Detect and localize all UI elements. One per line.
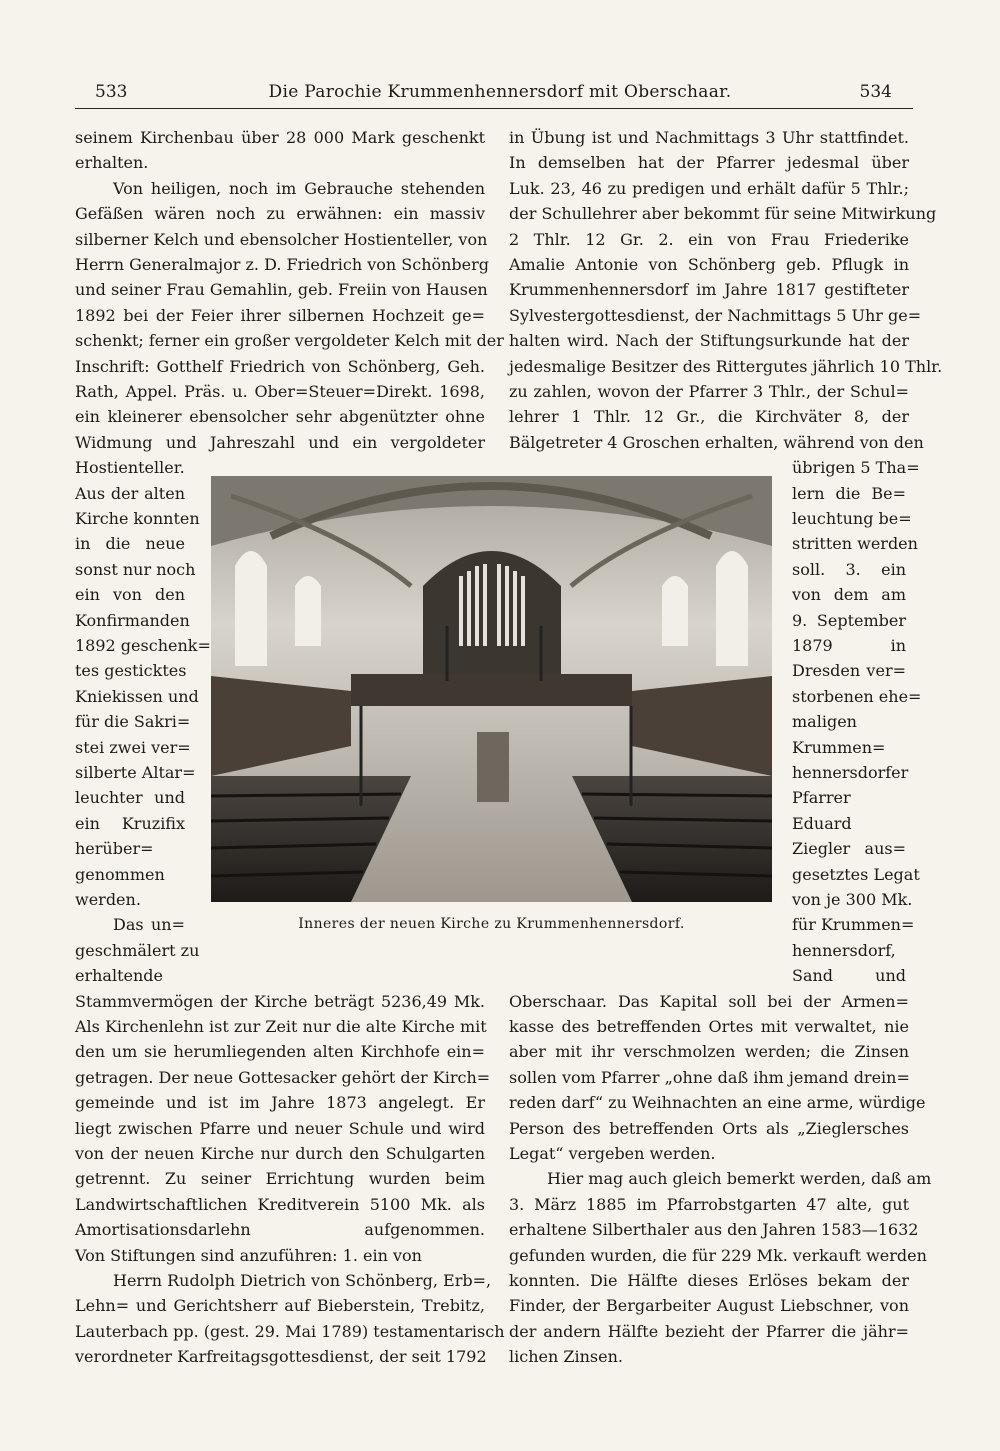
text-line: maligen [792,712,857,732]
text-line: von der neuen Kirche nur durch den Schulgarten [75,1144,485,1163]
text-line: Krummen= [792,737,886,757]
text-line: in Übung ist und Nachmittags 3 Uhr stattfindet. [509,128,909,147]
text-line: Inschrift: Gotthelf Friedrich von Schönberg, Geh. [75,356,485,376]
text-line: stritten werden [792,534,918,554]
text-line: aber mit ihr verschmolzen werden; die Zinsen [509,1042,909,1062]
text-line: jedesmalige Besitzer des Rittergutes jährlich 10 Thlr. [509,356,943,376]
text-line: Finder, der Bergarbeiter August Liebschner, von [509,1296,909,1316]
text-line: von dem am [792,585,906,605]
text-line: erhalten. [75,153,149,173]
text-line: geschmälert zu [75,940,200,960]
page-number-right: 534 [859,82,892,102]
text-line: herüber= [75,839,154,859]
text-line: gefunden wurden, die für 229 Mk. verkauft werden [509,1245,927,1265]
text-line: übrigen 5 Tha= [792,458,920,478]
text-line: erhaltende [75,966,163,986]
text-line: 3. März 1885 im Pfarrobstgarten 47 alte, gut [509,1194,909,1214]
text-line: Als Kirchenlehn ist zur Zeit nur die alte Kirche mit [75,1017,487,1036]
church-interior-photo [211,476,772,902]
text-line: tes gesticktes [75,661,187,681]
text-line: ein kleinerer ebensolcher sehr abgenützter ohne [75,407,485,427]
text-line: in die neue [75,534,185,554]
text-line: Amortisationsdarlehn aufgenommen. [75,1220,485,1240]
text-line: Das un= [113,915,185,935]
text-line: stei zwei ver= [75,737,191,757]
text-line: leuchtung be= [792,509,912,528]
text-line: Herrn Rudolph Dietrich von Schönberg, Erb=, [113,1271,492,1290]
running-head: Die Parochie Krummenhennersdorf mit Oberschaar. [268,82,732,102]
text-line: für Krummen= [792,915,915,935]
text-line: werden. [75,890,141,909]
text-line: Luk. 23, 46 zu predigen und erhält dafür 5 Thlr.; [509,178,909,198]
text-line: getrennt. Zu seiner Errichtung wurden beim [75,1169,485,1189]
text-line: Krummenhennersdorf im Jahre 1817 gestifteter [509,280,909,300]
text-line: seinem Kirchenbau über 28 000 Mark geschenkt [75,128,485,147]
text-line: Eduard [792,813,852,833]
figure-caption: Inneres der neuen Kirche zu Krummenhennersdorf. [298,916,685,932]
text-line: 9. September [792,610,906,630]
text-line: liegt zwischen Pfarre und neuer Schule und wird [75,1118,485,1138]
text-line: In demselben hat der Pfarrer jedesmal über [509,153,909,173]
text-line: für die Sakri= [75,712,191,732]
text-line: 1879 in [792,636,906,655]
text-line: der andern Hälfte bezieht der Pfarrer die jähr= [509,1321,909,1341]
text-line: lichen Zinsen. [509,1347,623,1367]
text-line: 1892 geschenk= [75,636,211,655]
text-line: 2 Thlr. 12 Gr. 2. ein von Frau Friederike [509,229,909,249]
text-line: getragen. Der neue Gottesacker gehört der Kirch= [75,1067,491,1087]
text-line: zu zahlen, wovon der Pfarrer 3 Thlr., der Schul= [509,382,909,401]
text-line: Lauterbach pp. (gest. 29. Mai 1789) testamentarisch [75,1321,505,1341]
text-line: Hostienteller. [75,458,185,478]
text-line: Oberschaar. Das Kapital soll bei der Armen= [509,991,909,1011]
text-line: halten wird. Nach der Stiftungsurkunde hat der [509,331,909,351]
text-line: Rath, Appel. Präs. u. Ober=Steuer=Direkt. 1698, [75,382,485,401]
text-line: genommen [75,864,165,884]
text-line: ein von den [75,585,185,605]
text-line: gemeinde und ist im Jahre 1873 angelegt. Er [75,1093,485,1113]
text-line: Stammvermögen der Kirche beträgt 5236,49 Mk. [75,991,485,1011]
text-line: Gefäßen wären noch zu erwähnen: ein massiv [75,204,485,224]
text-line: Ziegler aus= [792,839,906,859]
text-line: Bälgetreter 4 Groschen erhalten, während von den [509,432,924,452]
text-line: lern die Be= [792,483,906,503]
text-line: gesetztes Legat [792,864,920,884]
text-line: 1892 bei der Feier ihrer silbernen Hochzeit ge= [75,305,485,325]
page-number-left: 533 [95,82,128,102]
text-line: storbenen ehe= [792,686,922,706]
text-line: Pfarrer [792,788,851,808]
text-line: Person des betreffenden Orts als „Zieglersches [509,1118,909,1138]
text-line: konnten. Die Hälfte dieses Erlöses bekam der [509,1271,909,1290]
text-line: Aus der alten [75,483,185,503]
text-line: schenkt; ferner ein großer vergoldeter Kelch mit der [75,331,504,351]
text-line: den um sie herumliegenden alten Kirchhofe ein= [75,1042,485,1062]
text-line: Lehn= und Gerichtsherr auf Bieberstein, Trebitz, [75,1296,485,1316]
text-line: kasse des betreffenden Ortes mit verwaltet, nie [509,1017,909,1036]
text-line: Kirche konnten [75,509,200,528]
text-line: verordneter Karfreitagsgottesdienst, der seit 1792 [75,1347,487,1367]
text-line: Widmung und Jahreszahl und ein vergoldeter [75,432,485,452]
text-line: silberner Kelch und ebensolcher Hostienteller, von [75,229,488,249]
text-line: ein Kruzifix [75,813,185,833]
text-line: soll. 3. ein [792,559,906,579]
text-line: Hier mag auch gleich bemerkt werden, daß am [547,1169,932,1189]
text-line: der Schullehrer aber bekommt für seine Mitwirkung [509,204,937,224]
header-rule [75,108,913,109]
text-line: Dresden ver= [792,661,906,681]
text-line: Konfirmanden [75,610,190,630]
text-line: sollen vom Pfarrer „ohne daß ihm jemand drein= [509,1067,910,1087]
text-line: erhaltene Silberthaler aus den Jahren 1583—1632 [509,1220,919,1240]
text-line: Sylvestergottesdienst, der Nachmittags 5 Uhr ge= [509,305,922,325]
text-line: Kniekissen und [75,686,199,706]
text-line: leuchter und [75,788,185,808]
text-line: Legat“ vergeben werden. [509,1144,716,1163]
text-line: von je 300 Mk. [792,890,913,909]
text-line: Sand und [792,966,906,986]
text-line: reden darf“ zu Weihnachten an eine arme, würdige [509,1093,926,1113]
text-line: Von Stiftungen sind anzuführen: 1. ein von [75,1245,422,1265]
text-line: silberte Altar= [75,763,196,782]
text-line: Landwirtschaftlichen Kreditverein 5100 Mk. als [75,1194,485,1214]
text-line: Herrn Generalmajor z. D. Friedrich von Schönberg [75,255,490,274]
text-line: lehrer 1 Thlr. 12 Gr., die Kirchväter 8, der [509,407,909,427]
text-line: Amalie Antonie von Schönberg geb. Pflugk in [509,255,909,274]
text-line: und seiner Frau Gemahlin, geb. Freiin von Hausen [75,280,488,300]
text-line: sonst nur noch [75,559,196,579]
text-line: Von heiligen, noch im Gebrauche stehenden [113,178,485,198]
church-interior-illustration [211,476,772,902]
text-line: hennersdorf, [792,940,896,960]
text-line: hennersdorfer [792,763,909,782]
